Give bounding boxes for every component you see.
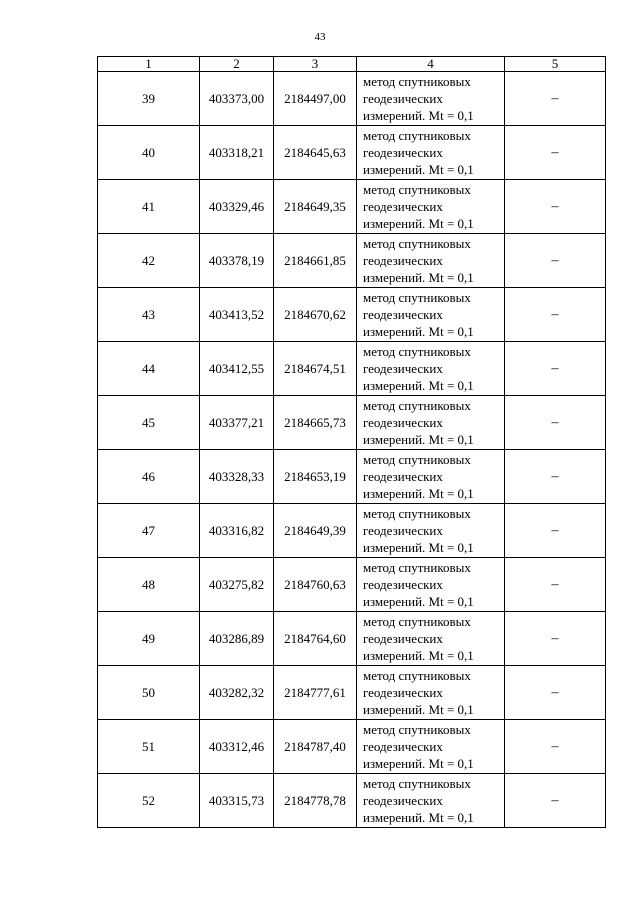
method-text-line: метод спутниковых bbox=[363, 452, 471, 467]
method-text-line: метод спутниковых bbox=[363, 614, 471, 629]
column-header-5: 5 bbox=[505, 57, 606, 72]
column-5-cell: – bbox=[505, 126, 606, 180]
point-number-cell: 41 bbox=[98, 180, 200, 234]
x-coordinate-cell: 403312,46 bbox=[200, 720, 274, 774]
y-coordinate-cell: 2184787,40 bbox=[274, 720, 357, 774]
method-text-line: метод спутниковых bbox=[363, 668, 471, 683]
column-5-cell: – bbox=[505, 666, 606, 720]
method-text-line: геодезических bbox=[363, 307, 443, 322]
table-row bbox=[98, 450, 606, 504]
y-coordinate-cell: 2184653,19 bbox=[274, 450, 357, 504]
table-row bbox=[98, 342, 606, 396]
x-coordinate-cell: 403315,73 bbox=[200, 774, 274, 828]
y-coordinate-cell: 2184778,78 bbox=[274, 774, 357, 828]
y-coordinate-cell: 2184764,60 bbox=[274, 612, 357, 666]
method-text-line: геодезических bbox=[363, 253, 443, 268]
method-text-line: метод спутниковых bbox=[363, 506, 471, 521]
y-coordinate-cell: 2184661,85 bbox=[274, 234, 357, 288]
method-cell bbox=[357, 720, 505, 774]
point-number-cell: 50 bbox=[98, 666, 200, 720]
table-row bbox=[98, 720, 606, 774]
method-text-line: геодезических bbox=[363, 361, 443, 376]
method-text-line: измерений. Mt = 0,1 bbox=[363, 486, 474, 501]
method-text-line: измерений. Mt = 0,1 bbox=[363, 702, 474, 717]
table-row bbox=[98, 612, 606, 666]
point-number-cell: 44 bbox=[98, 342, 200, 396]
method-text-line: измерений. Mt = 0,1 bbox=[363, 324, 474, 339]
point-number-cell: 42 bbox=[98, 234, 200, 288]
y-coordinate-cell: 2184497,00 bbox=[274, 72, 357, 126]
x-coordinate-cell: 403318,21 bbox=[200, 126, 274, 180]
method-cell bbox=[357, 450, 505, 504]
x-coordinate-cell: 403378,19 bbox=[200, 234, 274, 288]
method-text-line: геодезических bbox=[363, 199, 443, 214]
table-header-row bbox=[98, 57, 606, 72]
method-cell bbox=[357, 504, 505, 558]
method-text-line: геодезических bbox=[363, 793, 443, 808]
method-cell bbox=[357, 666, 505, 720]
y-coordinate-cell: 2184649,39 bbox=[274, 504, 357, 558]
x-coordinate-cell: 403316,82 bbox=[200, 504, 274, 558]
method-text-line: метод спутниковых bbox=[363, 398, 471, 413]
method-text-line: метод спутниковых bbox=[363, 722, 471, 737]
column-5-cell: – bbox=[505, 450, 606, 504]
method-text-line: измерений. Mt = 0,1 bbox=[363, 108, 474, 123]
x-coordinate-cell: 403377,21 bbox=[200, 396, 274, 450]
method-cell bbox=[357, 180, 505, 234]
x-coordinate-cell: 403329,46 bbox=[200, 180, 274, 234]
table-row bbox=[98, 666, 606, 720]
method-cell bbox=[357, 612, 505, 666]
column-5-cell: – bbox=[505, 720, 606, 774]
method-text-line: измерений. Mt = 0,1 bbox=[363, 594, 474, 609]
method-text-line: геодезических bbox=[363, 685, 443, 700]
x-coordinate-cell: 403412,55 bbox=[200, 342, 274, 396]
point-number-cell: 45 bbox=[98, 396, 200, 450]
point-number-cell: 40 bbox=[98, 126, 200, 180]
table-row bbox=[98, 234, 606, 288]
column-5-cell: – bbox=[505, 504, 606, 558]
method-text-line: геодезических bbox=[363, 577, 443, 592]
y-coordinate-cell: 2184777,61 bbox=[274, 666, 357, 720]
table-row bbox=[98, 288, 606, 342]
method-text-line: измерений. Mt = 0,1 bbox=[363, 810, 474, 825]
point-number-cell: 52 bbox=[98, 774, 200, 828]
column-5-cell: – bbox=[505, 342, 606, 396]
method-text-line: измерений. Mt = 0,1 bbox=[363, 432, 474, 447]
x-coordinate-cell: 403275,82 bbox=[200, 558, 274, 612]
method-text-line: геодезических bbox=[363, 145, 443, 160]
point-number-cell: 49 bbox=[98, 612, 200, 666]
column-5-cell: – bbox=[505, 396, 606, 450]
point-number-cell: 39 bbox=[98, 72, 200, 126]
method-text-line: метод спутниковых bbox=[363, 182, 471, 197]
method-text-line: метод спутниковых bbox=[363, 776, 471, 791]
method-text-line: измерений. Mt = 0,1 bbox=[363, 540, 474, 555]
table-row bbox=[98, 396, 606, 450]
x-coordinate-cell: 403328,33 bbox=[200, 450, 274, 504]
point-number-cell: 46 bbox=[98, 450, 200, 504]
method-text-line: метод спутниковых bbox=[363, 344, 471, 359]
y-coordinate-cell: 2184645,63 bbox=[274, 126, 357, 180]
table-row bbox=[98, 774, 606, 828]
table-row bbox=[98, 126, 606, 180]
column-5-cell: – bbox=[505, 72, 606, 126]
column-5-cell: – bbox=[505, 288, 606, 342]
x-coordinate-cell: 403286,89 bbox=[200, 612, 274, 666]
page-number: 43 bbox=[314, 31, 326, 43]
y-coordinate-cell: 2184649,35 bbox=[274, 180, 357, 234]
column-5-cell: – bbox=[505, 558, 606, 612]
method-text-line: метод спутниковых bbox=[363, 236, 471, 251]
point-number-cell: 48 bbox=[98, 558, 200, 612]
method-text-line: геодезических bbox=[363, 739, 443, 754]
column-header-2: 2 bbox=[200, 57, 274, 72]
column-header-1: 1 bbox=[98, 57, 200, 72]
column-header-3: 3 bbox=[274, 57, 357, 72]
method-text-line: измерений. Mt = 0,1 bbox=[363, 648, 474, 663]
y-coordinate-cell: 2184760,63 bbox=[274, 558, 357, 612]
method-text-line: метод спутниковых bbox=[363, 128, 471, 143]
method-text-line: геодезических bbox=[363, 415, 443, 430]
column-header-4: 4 bbox=[357, 57, 505, 72]
method-text-line: геодезических bbox=[363, 469, 443, 484]
method-cell bbox=[357, 342, 505, 396]
column-5-cell: – bbox=[505, 612, 606, 666]
point-number-cell: 47 bbox=[98, 504, 200, 558]
table-row bbox=[98, 180, 606, 234]
method-text-line: измерений. Mt = 0,1 bbox=[363, 162, 474, 177]
column-5-cell: – bbox=[505, 180, 606, 234]
table-body bbox=[98, 72, 606, 828]
method-cell bbox=[357, 288, 505, 342]
method-text-line: измерений. Mt = 0,1 bbox=[363, 216, 474, 231]
column-5-cell: – bbox=[505, 234, 606, 288]
method-cell bbox=[357, 234, 505, 288]
method-cell bbox=[357, 126, 505, 180]
coordinates-table bbox=[97, 56, 606, 828]
point-number-cell: 43 bbox=[98, 288, 200, 342]
table-row bbox=[98, 72, 606, 126]
y-coordinate-cell: 2184670,62 bbox=[274, 288, 357, 342]
method-text-line: метод спутниковых bbox=[363, 74, 471, 89]
y-coordinate-cell: 2184674,51 bbox=[274, 342, 357, 396]
x-coordinate-cell: 403282,32 bbox=[200, 666, 274, 720]
method-text-line: метод спутниковых bbox=[363, 560, 471, 575]
method-text-line: геодезических bbox=[363, 91, 443, 106]
x-coordinate-cell: 403373,00 bbox=[200, 72, 274, 126]
method-text-line: измерений. Mt = 0,1 bbox=[363, 756, 474, 771]
method-text-line: геодезических bbox=[363, 523, 443, 538]
method-text-line: измерений. Mt = 0,1 bbox=[363, 270, 474, 285]
method-cell bbox=[357, 774, 505, 828]
table-row bbox=[98, 558, 606, 612]
method-text-line: геодезических bbox=[363, 631, 443, 646]
table-row bbox=[98, 504, 606, 558]
method-cell bbox=[357, 396, 505, 450]
x-coordinate-cell: 403413,52 bbox=[200, 288, 274, 342]
point-number-cell: 51 bbox=[98, 720, 200, 774]
y-coordinate-cell: 2184665,73 bbox=[274, 396, 357, 450]
column-5-cell: – bbox=[505, 774, 606, 828]
method-text-line: метод спутниковых bbox=[363, 290, 471, 305]
method-text-line: измерений. Mt = 0,1 bbox=[363, 378, 474, 393]
method-cell bbox=[357, 72, 505, 126]
method-cell bbox=[357, 558, 505, 612]
